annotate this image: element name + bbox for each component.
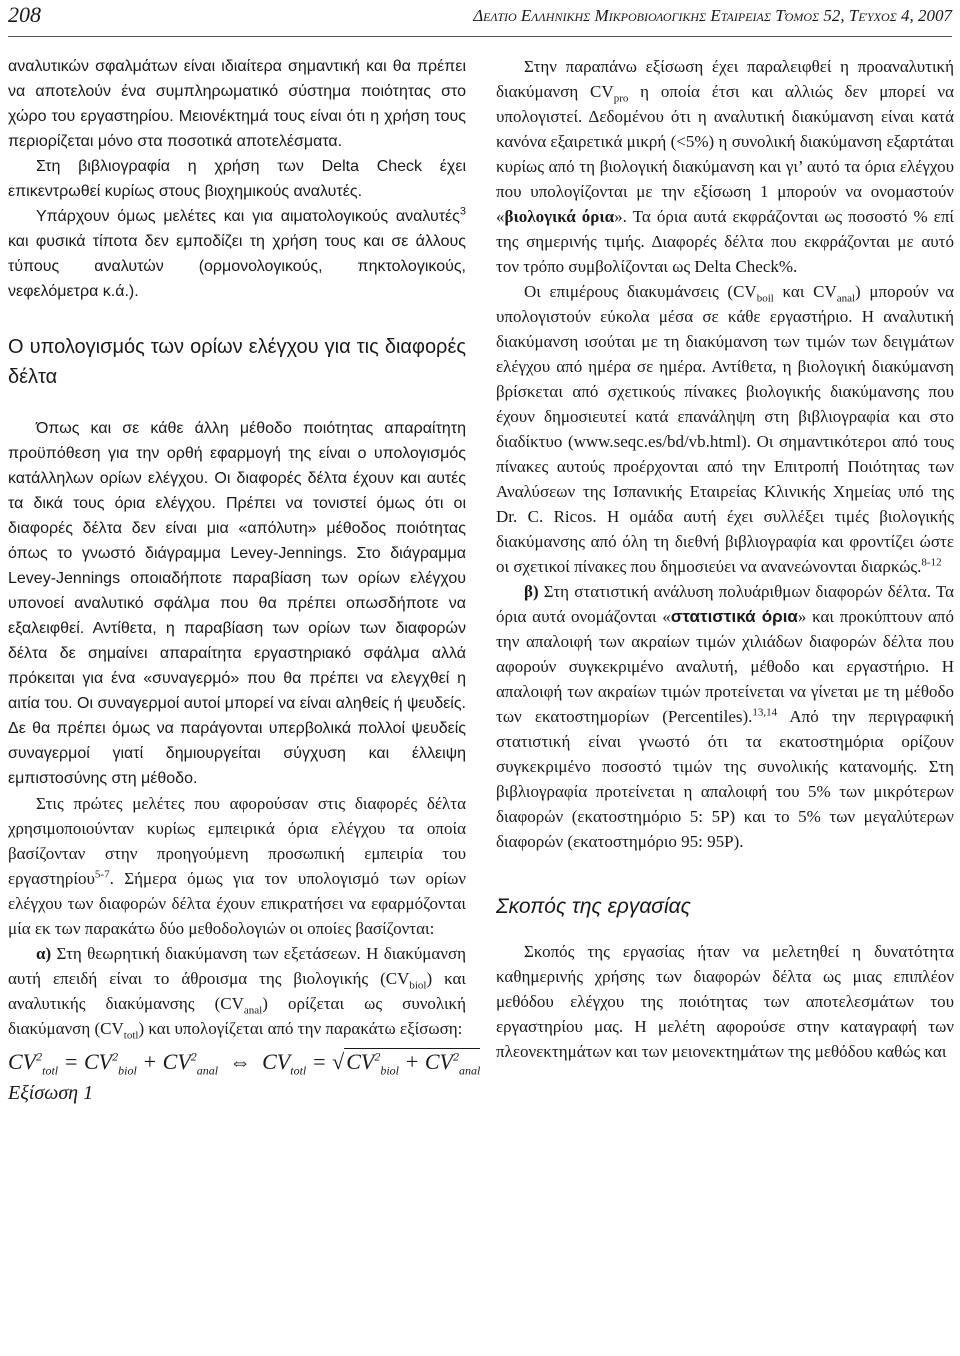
paragraph: αναλυτικών σφαλμάτων είναι ιδιαίτερα σημαντική και θα πρέπει να αποτελούν ένα συμπληρωματικό σύστημα ποιότητας στο χώρο του εργαστηρίου. Μειονέκτημά τους είναι ότι η χρήση τους περιορίζεται μόνο στα ποσοτικά αποτελέσματα. — [8, 58, 466, 150]
left-column — [8, 54, 481, 1107]
paragraph: Υπάρχουν όμως μελέτες και για αιματολογικούς αναλυτές$^3$ και φυσικά τίποτα δεν εμποδίζει τη χρήση τους και σε άλλους τύπους αναλυτών (ορμονολογικούς, πηκτολογικούς, νεφελόμετρα κ.ά.). — [8, 205, 466, 300]
section-heading: Ο υπολογισμός των ορίων ελέγχου για τις διαφορές δέλτα — [8, 336, 466, 388]
equation-1: $CV^2_{totl} = CV^2_{biol} + CV^2_{anal}$ ⇔ $CV_{totl} = √CV^2_{biol} + CV^2_{anal}$ — [8, 1049, 481, 1078]
paragraph: Στην παραπάνω εξίσωση έχει παραλειφθεί η προαναλυτική διακύμανση $CV_{pro}$ η οποία έτσι και αλλιώς δεν μπορεί να υπολογιστεί. Δεδομένου ότι η αναλυτική διακύμανση είναι κατά κανόνα εξαιρετικά μικρή (<5%) η συνολική διακύμανση εξαρτάται κυρίως από τη βιολογική διακύμανση και γι’ αυτό τα όρια ελέγχου που υπολογίζονται με την εξίσωση 1 μπορούν να ονομαστούν «βιολογικά όρια». Τα όρια αυτά εκφράζονται ως ποσοστό % επί της σημερινής τιμής. Διαφορές δέλτα που εκφράζονται με αυτό τον τρόπο συμβολίζονται ως Delta Check%. — [496, 57, 955, 276]
paragraph: Όπως και σε κάθε άλλη μέθοδο ποιότητας απαραίτητη προϋπόθεση για την ορθή εφαρμογή της είναι ο υπολογισμός κατάλληλων ορίων ελέγχου. Οι διαφορές δέλτα έχουν και αυτές τα δικά τους όρια ελέγχου. Πρέπει να τονιστεί όμως ότι οι διαφορές δέλτα δεν είναι μια «απόλυτη» μέθοδος ποιότητας όπως το γνωστό διάγραμμα Levey-Jennings. Στο διάγραμμα Levey-Jennings οποιαδήποτε παραβίαση των ορίων ελέγχου υπονοεί αναλυτικό σφάλμα που θα πρέπει οπωσδήποτε να εξαλειφθεί. Αντίθετα, η παραβίαση των ορίων των διαφορών δέλτα δε σημαίνει απαραίτητα εργαστηριακό σφάλμα αλλά πρόκειται για ένα «συναγερμό» που θα πρέπει να ελεγχθεί η αιτία του. Οι συναγερμοί αυτοί μπορεί να είναι αληθείς ή ψευδείς. Δε θα πρέπει όμως να παράγονται υπερβολικά πολλοί ψευδείς συναγερμοί γιατί δημιουργείται σύγχυση και έλλειψη εμπιστοσύνης στη μέθοδο. — [8, 420, 466, 787]
page-header — [8, 2, 952, 37]
paragraph: Σκοπός της εργασίας ήταν να μελετηθεί η δυνατότητα καθημερινής χρήσης των διαφορών δέλτα ως μιας επιπλέον μεθόδου ελέγχου της ποιότητας των αποτελεσμάτων του εργαστηρίου μας. Η μελέτη αφορούσε στην καταγραφή των πλεονεκτημάτων και των μειονεκτημάτων της μεθόδου καθώς και — [496, 942, 954, 1061]
section-heading: Σκοπός της εργασίας — [496, 895, 691, 918]
paragraph: α) Στη θεωρητική διακύμανση των εξετάσεων. Η διακύμανση αυτή επειδή είναι το άθροισμα της βιολογικής $(CV_{biol})$ και αναλυτικής διακύμανσης $(CV_{anal})$ ορίζεται ως συνολική διακύμανση $(CV_{totl})$ και υπολογίζεται από την παρακάτω εξίσωση: — [8, 944, 466, 1042]
paragraph: Στη βιβλιογραφία η χρήση των Delta Check έχει επικεντρωθεί κυρίως στους βιοχημικούς αναλυτές. — [8, 158, 466, 200]
paragraph: β) Στη στατιστική ανάλυση πολυάριθμων διαφορών δέλτα. Τα όρια αυτά ονομάζονται «στατιστικά όρια» και προκύπτουν από την απαλοιφή των ακραίων τιμών χιλιάδων διαφορών δέλτα που αφορούν συγκεκριμένο αναλυτή, μέθοδο και εργαστήριο. Η απαλοιφή των ακραίων τιμών προτείνεται να γίνεται με τη μέθοδο των εκατοστημορίων (Percentiles).$^{13,14}$ Από την περιγραφική στατιστική είναι γνωστό ότι τα εκατοστημόρια ορίζουν συγκεκριμένο ποσοστό τιμών της συνολικής κατανομής. Στη βιβλιογραφία προτείνεται η απαλοιφή του 5% των μικρότερων διαφορών (εκατοστημόριο 5: 5P) και το 5% των μεγαλύτερων διαφορών (εκατοστημόριο 95: 95P). — [496, 582, 955, 851]
right-column — [496, 54, 954, 1064]
paragraph: Στις πρώτες μελέτες που αφορούσαν στις διαφορές δέλτα χρησιμοποιούνταν κυρίως εμπειρικά όρια ελέγχου τα οποία βασίζονταν στην προηγούμενη προσωπική εμπειρία του εργαστηρίου$^{5-7}$. Σήμερα όμως για τον υπολογισμό των ορίων ελέγχου των διαφορών δέλτα έχουν επικρατήσει να εφαρμόζονται μία εκ των παρακάτω δύο μεθοδολογιών οι οποίες βασίζονται: — [8, 794, 466, 938]
page-number: 208 — [8, 2, 41, 27]
paragraph: Οι επιμέρους διακυμάνσεις ($CV_{boil}$ και $CV_{anal}$) μπορούν να υπολογιστούν εύκολα μέσα σε κάθε εργαστήριο. Η αναλυτική διακύμανση ισούται με τη διακύμανση των τιμών των δειγμάτων ελέγχου από ημέρα σε ημέρα. Αντίθετα, η βιολογική διακύμανση βρίσκεται από σχετικούς πίνακες βιολογικής διακύμανσης που έχουν δημοσιευτεί κατά επανάληψη στη βιβλιογραφία και στο διαδίκτυο (www.seqc.es/bd/vb.html). Οι σημαντικότεροι από τους πίνακες αυτούς προέρχονται από την Επιτροπή Ποιότητας των Αναλύσεων της Ισπανικής Εταιρείας Κλινικής Χημείας υπό της Dr. C. Ricos. Η ομάδα αυτή έχει συλλέξει τιμές βιολογικής διακύμανσης από όλη τη διεθνή βιβλιογραφία και φροντίζει ώστε οι σχετικοί πίνακες που δημοσιεύει να ανανεώνονται διαρκώς.$^{8-12}$ — [496, 282, 954, 576]
journal-title: Δελτιο Ελληνικης Μικροβιολογικης Εταιρειας Τόμος 52, Τεύχος 4, 2007 — [473, 6, 952, 25]
equation-label: Εξίσωση 1 — [8, 1082, 94, 1104]
